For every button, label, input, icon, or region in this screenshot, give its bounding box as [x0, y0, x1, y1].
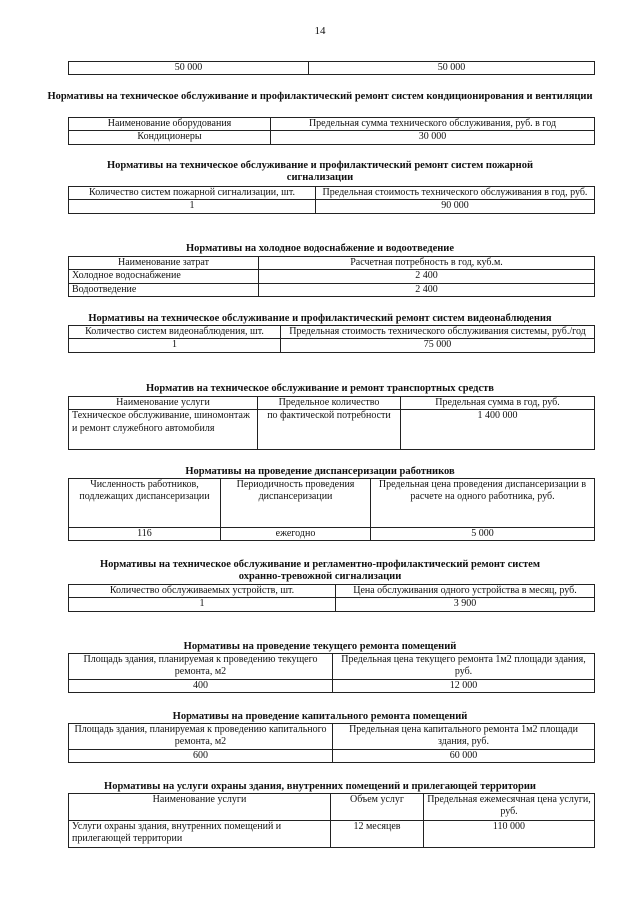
table-header-cell: Предельная стоимость технического обслуживания системы, руб./год [281, 326, 595, 339]
table-header-cell: Наименование услуги [69, 794, 331, 821]
table-cell: 5 000 [371, 528, 595, 541]
table-row [69, 131, 595, 144]
table-header-row [69, 585, 595, 598]
table-cell: Услуги охраны здания, внутренних помещений и прилегающей территории [69, 821, 331, 848]
table-header-row [69, 397, 595, 410]
table-row [69, 339, 595, 352]
table-cell: 110 000 [424, 821, 595, 848]
table-header-row [69, 257, 595, 270]
table-header-cell: Площадь здания, планируемая к проведению текущего ремонта, м2 [69, 654, 333, 680]
fire-alarm-table [68, 186, 595, 214]
table-cell: 75 000 [281, 339, 595, 352]
table-cell: 12 месяцев [331, 821, 424, 848]
table-header-cell: Периодичность проведения диспансеризации [221, 479, 371, 528]
table-cell: Кондиционеры [69, 131, 271, 144]
table-cell: 12 000 [333, 679, 595, 692]
table-header-cell: Предельная стоимость технического обслуживания в год, руб. [316, 187, 595, 200]
section-title: Нормативы на техническое обслуживание и регламентно-профилактический ремонт систем охранно-тревожной сигнализации [100, 559, 540, 582]
table-header-cell: Предельная цена капитального ремонта 1м2 площади здания, руб. [333, 724, 595, 750]
table-cell: 3 900 [336, 598, 595, 611]
table-cell: Холодное водоснабжение [69, 270, 259, 283]
continuation-table [68, 61, 595, 75]
section-title: Нормативы на проведение диспансеризации работников [185, 466, 455, 477]
table-cell: 50 000 [309, 62, 595, 75]
guard-services-table [68, 793, 595, 848]
table-header-row [69, 479, 595, 528]
table-row [69, 528, 595, 541]
table-header-cell: Предельное количество [258, 397, 401, 410]
table-header-row [69, 794, 595, 821]
current-repair-table [68, 653, 595, 693]
section-title: Нормативы на проведение капитального ремонта помещений [172, 711, 468, 722]
section-title: Нормативы на проведение текущего ремонта помещений [183, 641, 457, 652]
table-cell: ежегодно [221, 528, 371, 541]
table-header-cell: Расчетная потребность в год, куб.м. [259, 257, 595, 270]
table-row [69, 679, 595, 692]
table-header-cell: Количество систем видеонаблюдения, шт. [69, 326, 281, 339]
table-cell: 30 000 [271, 131, 595, 144]
water-table [68, 256, 595, 297]
section-title: Нормативы на техническое обслуживание и профилактический ремонт систем пожарной сигнализации [106, 160, 533, 183]
capital-repair-table [68, 723, 595, 763]
table-header-row [69, 118, 595, 131]
table-header-cell: Цена обслуживания одного устройства в месяц, руб. [336, 585, 595, 598]
table-row [69, 598, 595, 611]
table-row [69, 270, 595, 283]
table-header-cell: Предельная цена текущего ремонта 1м2 площади здания, руб. [333, 654, 595, 680]
table-header-cell: Наименование оборудования [69, 118, 271, 131]
ac-table [68, 117, 595, 145]
table-cell: Водоотведение [69, 283, 259, 296]
table-cell: 1 [69, 200, 316, 213]
section-title: Нормативы на услуги охраны здания, внутренних помещений и прилегающей территории [104, 781, 536, 792]
vehicle-table [68, 396, 595, 450]
page-number: 14 [314, 25, 326, 37]
table-header-cell: Количество обслуживаемых устройств, шт. [69, 585, 336, 598]
table-header-cell: Предельная ежемесячная цена услуги, руб. [424, 794, 595, 821]
section-title: Нормативы на техническое обслуживание и профилактический ремонт систем видеонаблюдения [88, 313, 552, 324]
table-cell: 116 [69, 528, 221, 541]
table-cell: 2 400 [259, 283, 595, 296]
table-cell: 2 400 [259, 270, 595, 283]
medical-exam-table [68, 478, 595, 541]
table-cell: 50 000 [69, 62, 309, 75]
table-header-row [69, 187, 595, 200]
section-title: Норматив на техническое обслуживание и ремонт транспортных средств [146, 383, 494, 394]
table-cell: 400 [69, 679, 333, 692]
table-cell: 90 000 [316, 200, 595, 213]
table-cell: по фактической потребности [258, 410, 401, 450]
table-header-cell: Наименование затрат [69, 257, 259, 270]
table-header-cell: Количество систем пожарной сигнализации, шт. [69, 187, 316, 200]
table-header-cell: Площадь здания, планируемая к проведению капитального ремонта, м2 [69, 724, 333, 750]
table-header-cell: Предельная сумма технического обслуживания, руб. в год [271, 118, 595, 131]
table-cell: 1 [69, 339, 281, 352]
table-header-cell: Предельная сумма в год, руб. [401, 397, 595, 410]
table-cell: 1 [69, 598, 336, 611]
table-row [69, 821, 595, 848]
table-row [69, 62, 595, 75]
table-row [69, 749, 595, 762]
section-title: Нормативы на техническое обслуживание и профилактический ремонт систем кондиционирования и вентиляции [47, 91, 593, 102]
table-cell: 1 400 000 [401, 410, 595, 450]
table-row [69, 200, 595, 213]
table-cell: 600 [69, 749, 333, 762]
table-header-cell: Наименование услуги [69, 397, 258, 410]
table-header-cell: Предельная цена проведения диспансеризации в расчете на одного работника, руб. [371, 479, 595, 528]
section-title: Нормативы на холодное водоснабжение и водоотведение [185, 243, 455, 254]
table-cell: Техническое обслуживание, шиномонтаж и ремонт служебного автомобиля [69, 410, 258, 450]
table-header-cell: Объем услуг [331, 794, 424, 821]
table-header-row [69, 326, 595, 339]
table-header-row [69, 654, 595, 680]
table-header-row [69, 724, 595, 750]
table-row [69, 410, 595, 450]
table-cell: 60 000 [333, 749, 595, 762]
security-alarm-table [68, 584, 595, 612]
table-header-cell: Численность работников, подлежащих диспансеризации [69, 479, 221, 528]
table-row [69, 283, 595, 296]
cctv-table [68, 325, 595, 353]
